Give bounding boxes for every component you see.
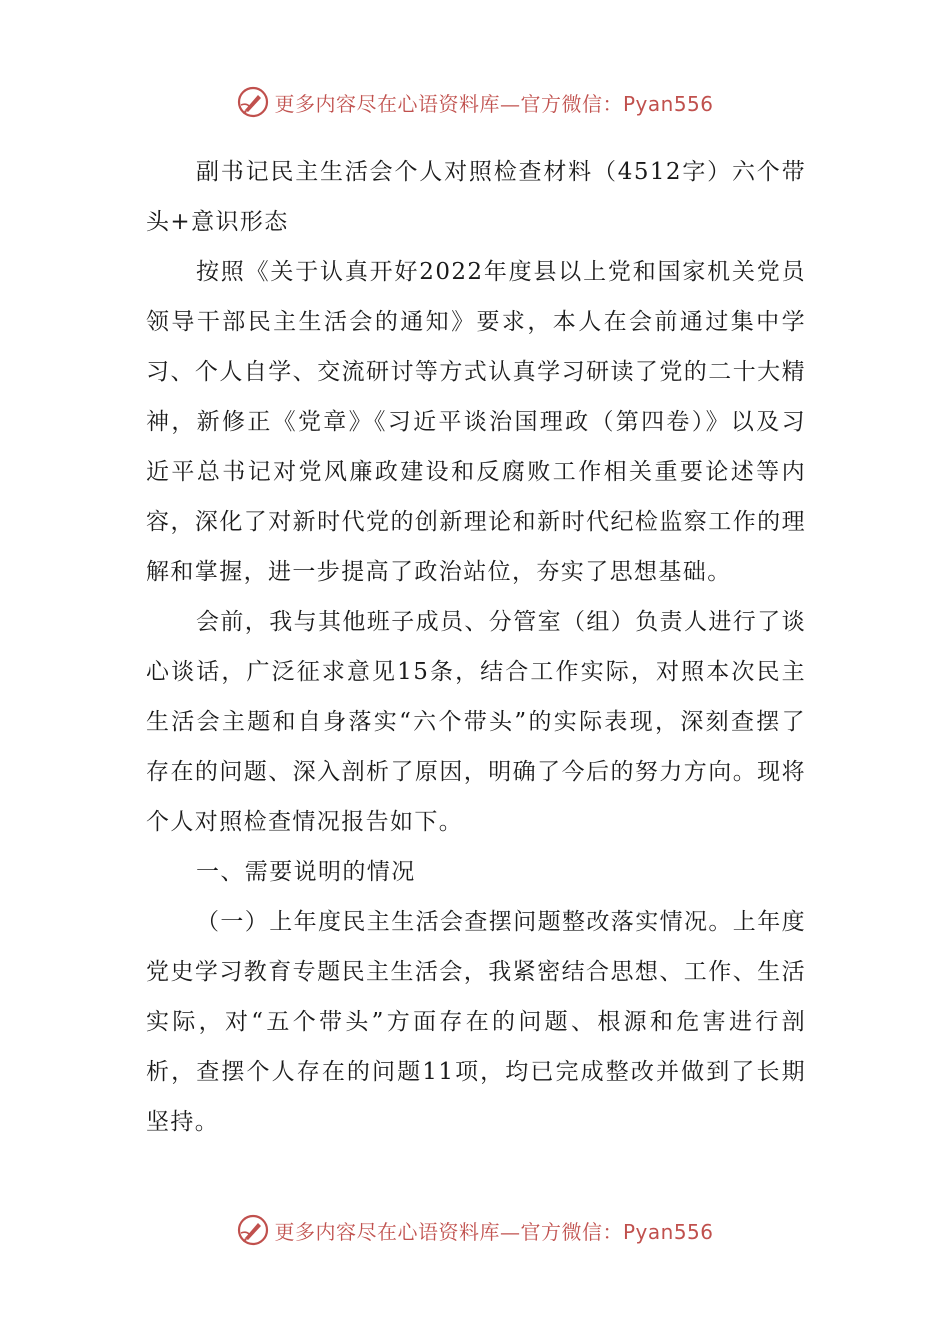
document-title: 副书记民主生活会个人对照检查材料（4512字）六个带头+意识形态 <box>146 159 806 235</box>
watermark-text: 更多内容尽在心语资料库—官方微信：Pyan556 <box>274 91 714 116</box>
watermark-header <box>0 82 950 122</box>
section-heading: 一、需要说明的情况 <box>196 859 416 885</box>
paragraph: 会前，我与其他班子成员、分管室（组）负责人进行了谈心谈话，广泛征求意见15条，结合工作实际，对照本次民主生活会主题和自身落实“六个带头”的实际表现，深刻查摆了存在的问题、深入剖析了原因，明确了今后的努力方向。现将个人对照检查情况报告如下。 <box>146 609 806 835</box>
pen-logo-icon <box>236 1213 270 1247</box>
watermark-text: 更多内容尽在心语资料库—官方微信：Pyan556 <box>274 1219 714 1244</box>
paragraph: （一）上年度民主生活会查摆问题整改落实情况。上年度党史学习教育专题民主生活会，我紧密结合思想、工作、生活实际，对“五个带头”方面存在的问题、根源和危害进行剖析，查摆个人存在的问题11项，均已完成整改并做到了长期坚持。 <box>146 909 806 1135</box>
pen-logo-icon <box>236 85 270 119</box>
document-body <box>146 147 806 1147</box>
paragraph: 按照《关于认真开好2022年度县以上党和国家机关党员领导干部民主生活会的通知》要求，本人在会前通过集中学习、个人自学、交流研讨等方式认真学习研读了党的二十大精神，新修正《党章》《习近平谈治国理政（第四卷）》以及习近平总书记对党风廉政建设和反腐败工作相关重要论述等内容，深化了对新时代党的创新理论和新时代纪检监察工作的理解和掌握，进一步提高了政治站位，夯实了思想基础。 <box>146 259 806 585</box>
watermark-footer <box>0 1210 950 1250</box>
